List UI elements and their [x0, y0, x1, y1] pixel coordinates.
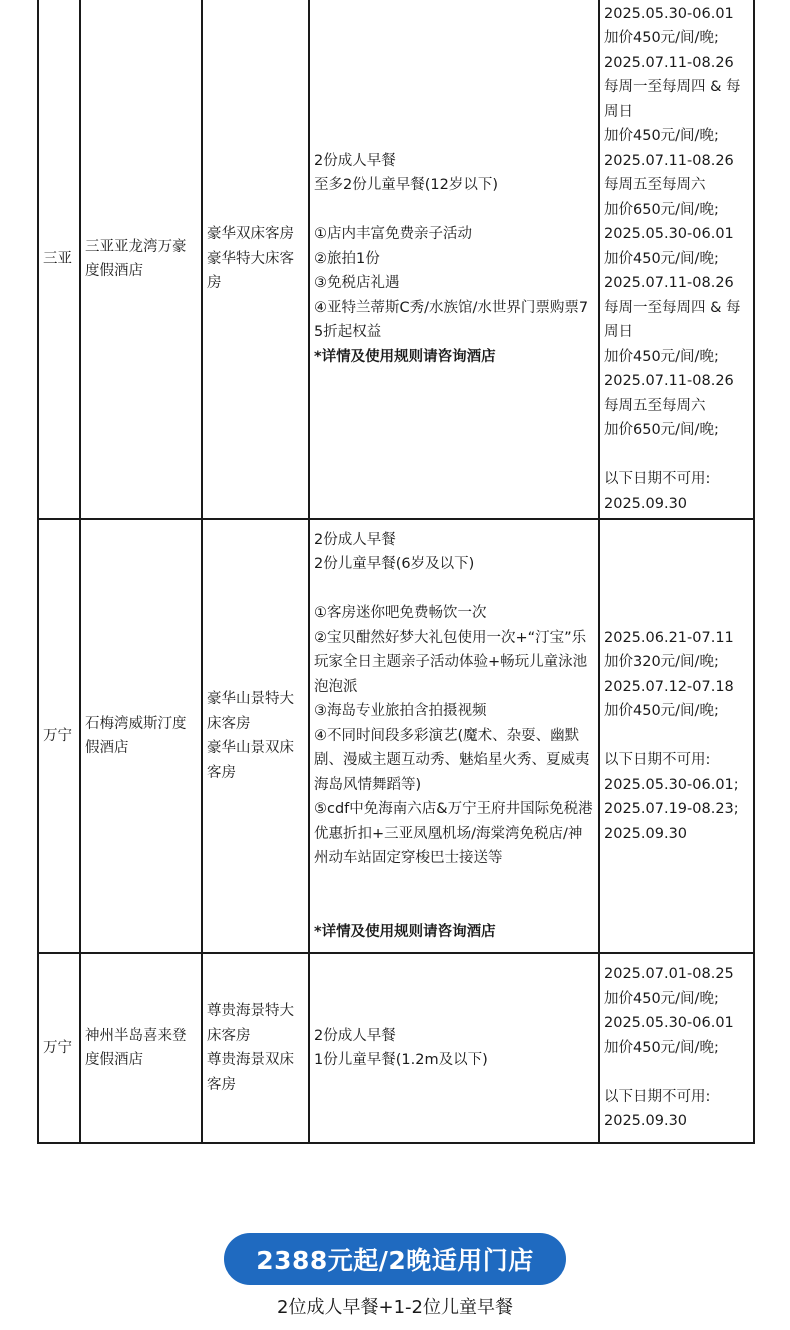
city-cell: 三亚 [38, 0, 80, 519]
hotel-name-cell: 石梅湾威斯汀度假酒店 [80, 519, 202, 953]
hotel-offer-table [37, 0, 755, 1144]
breakfast-info: 2份成人早餐 2份儿童早餐(6岁及以下) [314, 531, 475, 573]
consult-note: *详情及使用规则请咨询酒店 [314, 923, 496, 940]
city-cell: 万宁 [38, 519, 80, 953]
room-type-cell: 豪华山景特大床客房 豪华山景双床客房 [202, 519, 309, 953]
hotel-name-cell: 三亚亚龙湾万豪度假酒店 [80, 0, 202, 519]
surcharge-cell: 2025.07.01-08.25 加价450元/间/晚; 2025.05.30-06.01 加价450元/间/晚; 以下日期不可用: 2025.09.30 [599, 953, 754, 1143]
hotel-name-cell: 神州半岛喜来登度假酒店 [80, 953, 202, 1143]
breakfast-subtitle: 2位成人早餐+1-2位儿童早餐 [277, 1297, 513, 1318]
consult-note: *详情及使用规则请咨询酒店 [314, 348, 496, 365]
perks-cell [309, 519, 599, 953]
surcharge-cell: 2025.06.21-07.11 加价320元/间/晚; 2025.07.12-07.18 加价450元/间/晚; 以下日期不可用: 2025.05.30-06.01; 2025.07.19-08.23; 2025.09.30 [599, 519, 754, 953]
perks-cell [309, 0, 599, 519]
perks-cell: 2份成人早餐 1份儿童早餐(1.2m及以下) [309, 953, 599, 1143]
room-type-cell: 豪华双床客房 豪华特大床客房 [202, 0, 309, 519]
breakfast-info: 2份成人早餐 至多2份儿童早餐(12岁以下) [314, 152, 498, 194]
table-row [38, 519, 754, 953]
perk-list: ①客房迷你吧免费畅饮一次 ②宝贝酣然好梦大礼包使用一次+“汀宝”乐玩家全日主题亲子活动体验+畅玩儿童泳池泡泡派 ③海岛专业旅拍含拍摄视频 ④不同时间段多彩演艺(魔术、杂耍、幽默剧、漫威主题互动秀、魅焰星火秀、夏威夷海岛风情舞蹈等) ⑤cdf中免海南六店&万宁王府井国际免税港优惠折扣+三亚凤凰机场/海棠湾免税店/神州动车站固定穿梭巴士接送等 [314, 605, 593, 867]
table-row [38, 0, 754, 519]
city-cell: 万宁 [38, 953, 80, 1143]
surcharge-cell: 2025.05.30-06.01 加价450元/间/晚; 2025.07.11-08.26 每周一至每周四 & 每周日 加价450元/间/晚; 2025.07.11-08.26 每周五至每周六 加价650元/间/晚; 2025.05.30-06.01 加价450元/间/晚; 2025.07.11-08.26 每周一至每周四 & 每周日 加价450元/间/晚; 2025.07.11-08.26 每周五至每周六 加价650元/间/晚; 以下日期不可用: 2025.09.30 [599, 0, 754, 519]
price-banner: 2388元起/2晚适用门店 [224, 1233, 566, 1285]
perk-list: ①店内丰富免费亲子活动 ②旅拍1份 ③免税店礼遇 ④亚特兰蒂斯C秀/水族馆/水世界门票购票75折起权益 [314, 226, 589, 341]
room-type-cell: 尊贵海景特大床客房 尊贵海景双床客房 [202, 953, 309, 1143]
table-row [38, 953, 754, 1143]
